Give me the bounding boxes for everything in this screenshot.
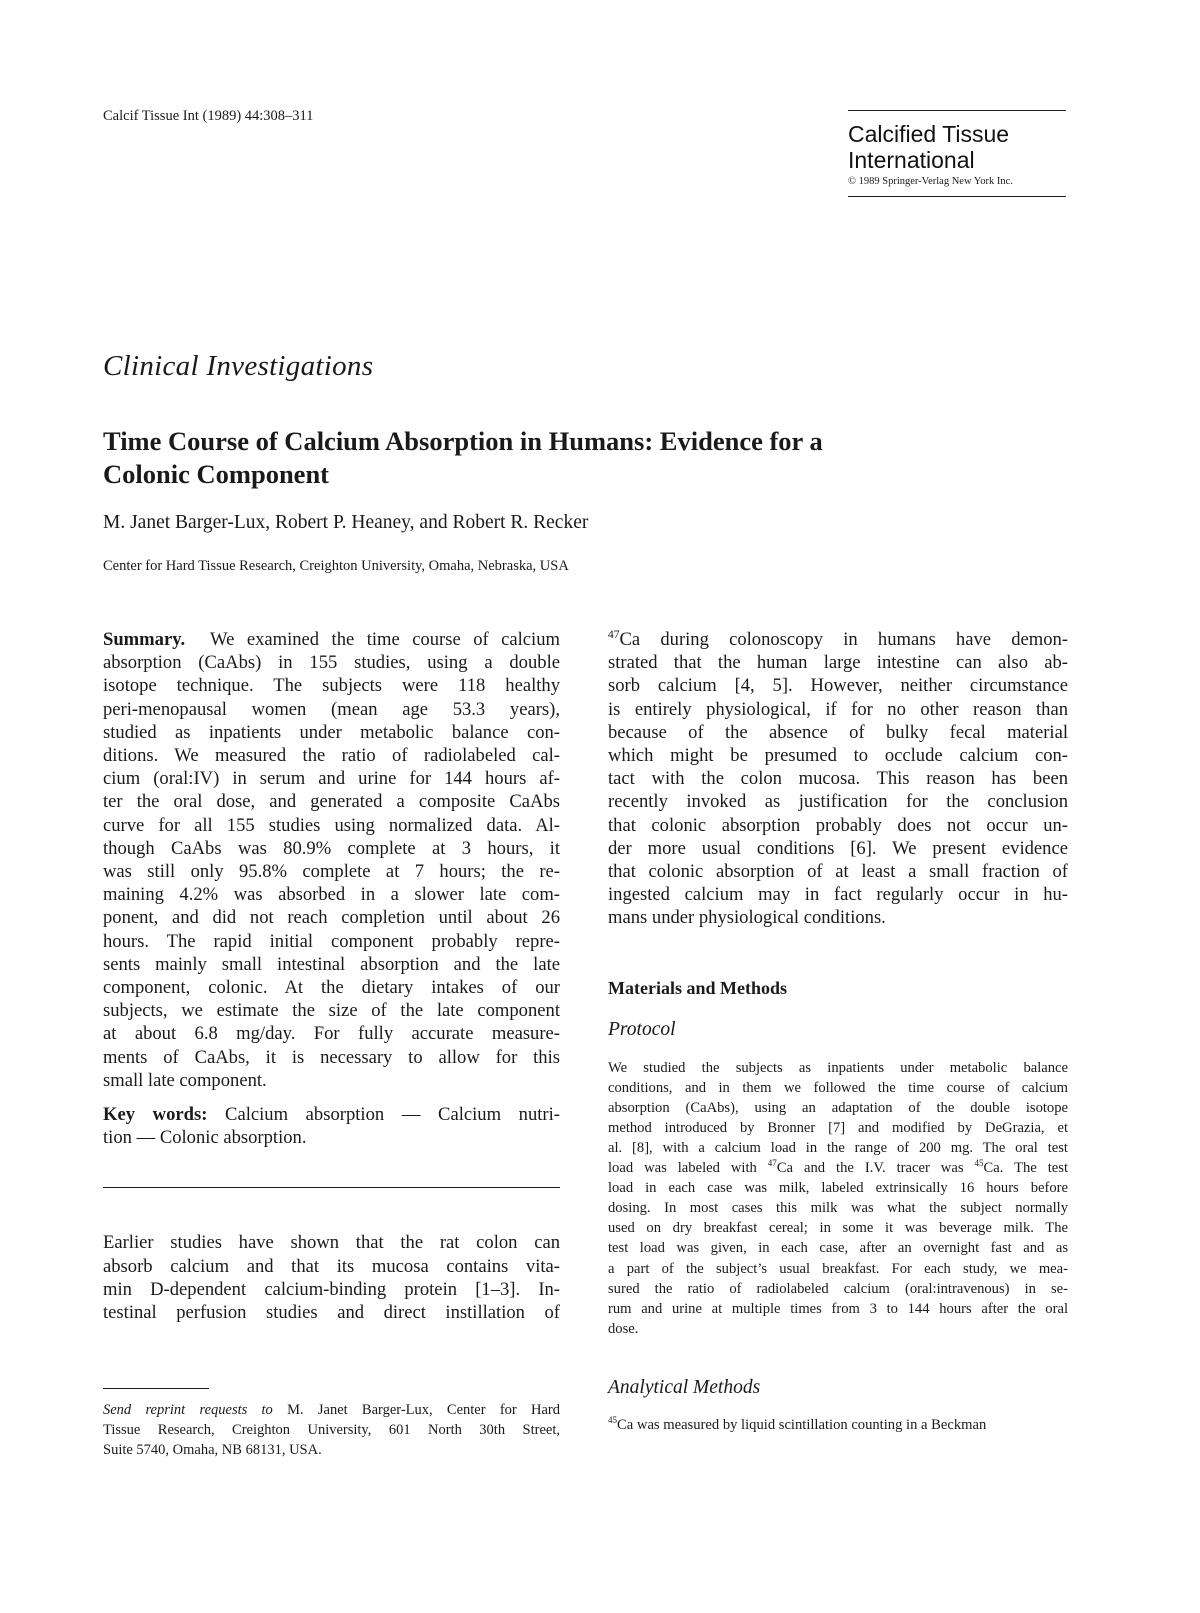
summary-line: studied as inpatients under metabolic balance con- — [103, 721, 560, 743]
protocol-paragraph — [608, 1058, 1068, 1339]
intro-line: Earlier studies have shown that the rat colon can — [103, 1232, 560, 1254]
affiliation: Center for Hard Tissue Research, Creighton University, Omaha, Nebraska, USA — [103, 558, 569, 574]
journal-title-line2: International — [848, 147, 975, 173]
intro-continued-line: mans under physiological conditions. — [608, 907, 886, 929]
footnote-text: M. Janet Barger-Lux, Center for Hard — [272, 1402, 560, 1418]
protocol-heading: Protocol — [608, 1018, 676, 1040]
summary-line: though CaAbs was 80.9% complete at 3 hours, it — [103, 837, 560, 859]
keywords-label: Key words: — [103, 1104, 208, 1126]
summary-line: ter the oral dose, and generated a composite CaAbs — [103, 791, 560, 813]
footnote-line: Tissue Research, Creighton University, 601 North 30th Street, — [103, 1422, 560, 1438]
keywords-paragraph — [103, 1103, 560, 1149]
methods-heading: Materials and Methods — [608, 977, 787, 998]
left-column — [103, 628, 560, 1324]
protocol-line: absorption (CaAbs), using an adaptation of the double isotope — [608, 1099, 1068, 1116]
title-line2: Colonic Component — [103, 459, 330, 489]
author-list: M. Janet Barger-Lux, Robert P. Heaney, and Robert R. Recker — [103, 512, 589, 533]
intro-continued-line: der more usual conditions [6]. We present evidence — [608, 837, 1068, 859]
summary-line: peri-menopausal women (mean age 53.3 years), — [103, 698, 560, 720]
summary-line: ponent, and did not reach completion until about 26 — [103, 907, 560, 929]
journal-title-line1: Calcified Tissue — [848, 121, 1010, 147]
isotope-superscript: 45 — [608, 1415, 618, 1426]
intro-continued-line: that colonic absorption of at least a small fraction of — [608, 861, 1068, 883]
keywords-text: Calcium absorption — Calcium nutri- — [225, 1104, 560, 1126]
protocol-line: sured the ratio of radiolabeled calcium (oral:intravenous) in se- — [608, 1280, 1068, 1297]
intro-continued-line: strated that the human large intestine can also ab- — [608, 652, 1068, 674]
footnote-line — [103, 1400, 560, 1420]
intro-continued-line: is entirely physiological, if for no other reason than — [608, 698, 1068, 720]
keywords-line: tion — Colonic absorption. — [103, 1127, 307, 1149]
footnote-line: Suite 5740, Omaha, NB 68131, USA. — [103, 1442, 322, 1458]
copyright-notice: © 1989 Springer-Verlag New York Inc. — [848, 176, 1013, 187]
footnote-divider — [103, 1388, 209, 1389]
isotope-superscript: 45 — [974, 1158, 984, 1169]
section-divider — [103, 1187, 560, 1188]
isotope-superscript: 47 — [608, 628, 620, 641]
summary-label: Summary. — [103, 629, 186, 650]
protocol-line: conditions, and in them we followed the time course of calcium — [608, 1079, 1068, 1096]
summary-line: ments of CaAbs, it is necessary to allow for this — [103, 1046, 560, 1068]
protocol-line: used on dry breakfast cereal; in some it was beverage milk. The — [608, 1220, 1068, 1237]
protocol-line: test load was given, in each case, after an overnight fast and as — [608, 1240, 1068, 1257]
isotope-superscript: 47 — [767, 1158, 777, 1169]
keywords-line — [103, 1103, 560, 1126]
summary-line: at about 6.8 mg/day. For fully accurate measure- — [103, 1023, 560, 1045]
summary-paragraph — [103, 628, 560, 1092]
protocol-line: We studied the subjects as inpatients under metabolic balance — [608, 1059, 1068, 1076]
protocol-text: Ca and the I.V. tracer was — [776, 1160, 975, 1177]
intro-line: min D-dependent calcium-binding protein [1–3]. In- — [103, 1278, 560, 1300]
summary-line: isotope technique. The subjects were 118 healthy — [103, 675, 560, 697]
intro-continued-line: that colonic absorption probably does not occur un- — [608, 814, 1068, 836]
protocol-line: dosing. In most cases this milk was what the subject normally — [608, 1200, 1068, 1217]
summary-line: was still only 95.8% complete at 7 hours; the re- — [103, 861, 560, 883]
summary-line — [103, 628, 560, 651]
intro-continued-line: sorb calcium [4, 5]. However, neither circumstance — [608, 675, 1068, 697]
protocol-line: dose. — [608, 1320, 639, 1337]
article-title — [103, 425, 1003, 491]
protocol-text: Ca. The test — [983, 1160, 1069, 1177]
intro-continued-line — [608, 628, 1068, 651]
intro-continued-line: tact with the colon mucosa. This reason has been — [608, 768, 1068, 790]
summary-line: ditions. We measured the ratio of radiolabeled cal- — [103, 745, 560, 767]
intro-continued-text: Ca during colonoscopy in humans have demon- — [619, 629, 1068, 650]
protocol-line — [608, 1158, 1068, 1178]
intro-continued-line: recently invoked as justification for the conclusion — [608, 791, 1068, 813]
analytical-paragraph — [608, 1415, 1068, 1435]
intro-paragraph — [103, 1231, 560, 1324]
intro-line: testinal perfusion studies and direct instillation of — [103, 1302, 560, 1324]
journal-masthead — [848, 110, 1066, 197]
protocol-line: a part of the subject’s usual breakfast. For each study, we mea- — [608, 1260, 1068, 1277]
intro-continued-line: which might be presumed to occlude calcium con- — [608, 745, 1068, 767]
summary-line: small late component. — [103, 1069, 267, 1091]
summary-line: maining 4.2% was absorbed in a slower late com- — [103, 884, 560, 906]
intro-line: absorb calcium and that its mucosa contains vita- — [103, 1255, 560, 1277]
summary-line: component, colonic. At the dietary intakes of our — [103, 977, 560, 999]
protocol-line: rum and urine at multiple times from 3 to 144 hours after the oral — [608, 1300, 1068, 1317]
protocol-line: load in each case was milk, labeled extrinsically 16 hours before — [608, 1180, 1068, 1197]
intro-continued-line: ingested calcium may in fact regularly occur in hu- — [608, 884, 1068, 906]
journal-citation: Calcif Tissue Int (1989) 44:308–311 — [103, 108, 314, 124]
analytical-line — [608, 1415, 1068, 1435]
intro-continued-line: because of the absence of bulky fecal material — [608, 721, 1068, 743]
right-column — [608, 628, 1068, 1435]
footnote-label: Send reprint requests to — [103, 1402, 273, 1418]
section-label: Clinical Investigations — [103, 350, 374, 382]
summary-line: subjects, we estimate the size of the late component — [103, 1000, 560, 1022]
footnote — [103, 1400, 560, 1460]
intro-continued-paragraph — [608, 628, 1068, 930]
summary-line: absorption (CaAbs) in 155 studies, using a double — [103, 652, 560, 674]
analytical-heading: Analytical Methods — [608, 1376, 761, 1398]
protocol-text: load was labeled with — [608, 1160, 768, 1177]
summary-line: cium (oral:IV) in serum and urine for 144 hours af- — [103, 768, 560, 790]
analytical-text: Ca was measured by liquid scintillation counting in a Beckman — [617, 1416, 987, 1433]
summary-text: We examined the time course of calcium — [210, 629, 560, 650]
summary-line: hours. The rapid initial component probably repre- — [103, 930, 560, 952]
title-line1: Time Course of Calcium Absorption in Humans: Evidence for a — [103, 426, 823, 456]
summary-line: sents mainly small intestinal absorption and the late — [103, 953, 560, 975]
protocol-line: al. [8], with a calcium load in the range of 200 mg. The oral test — [608, 1140, 1068, 1157]
protocol-line: method introduced by Bronner [7] and modified by DeGrazia, et — [608, 1119, 1068, 1136]
summary-line: curve for all 155 studies using normalized data. Al- — [103, 814, 560, 836]
